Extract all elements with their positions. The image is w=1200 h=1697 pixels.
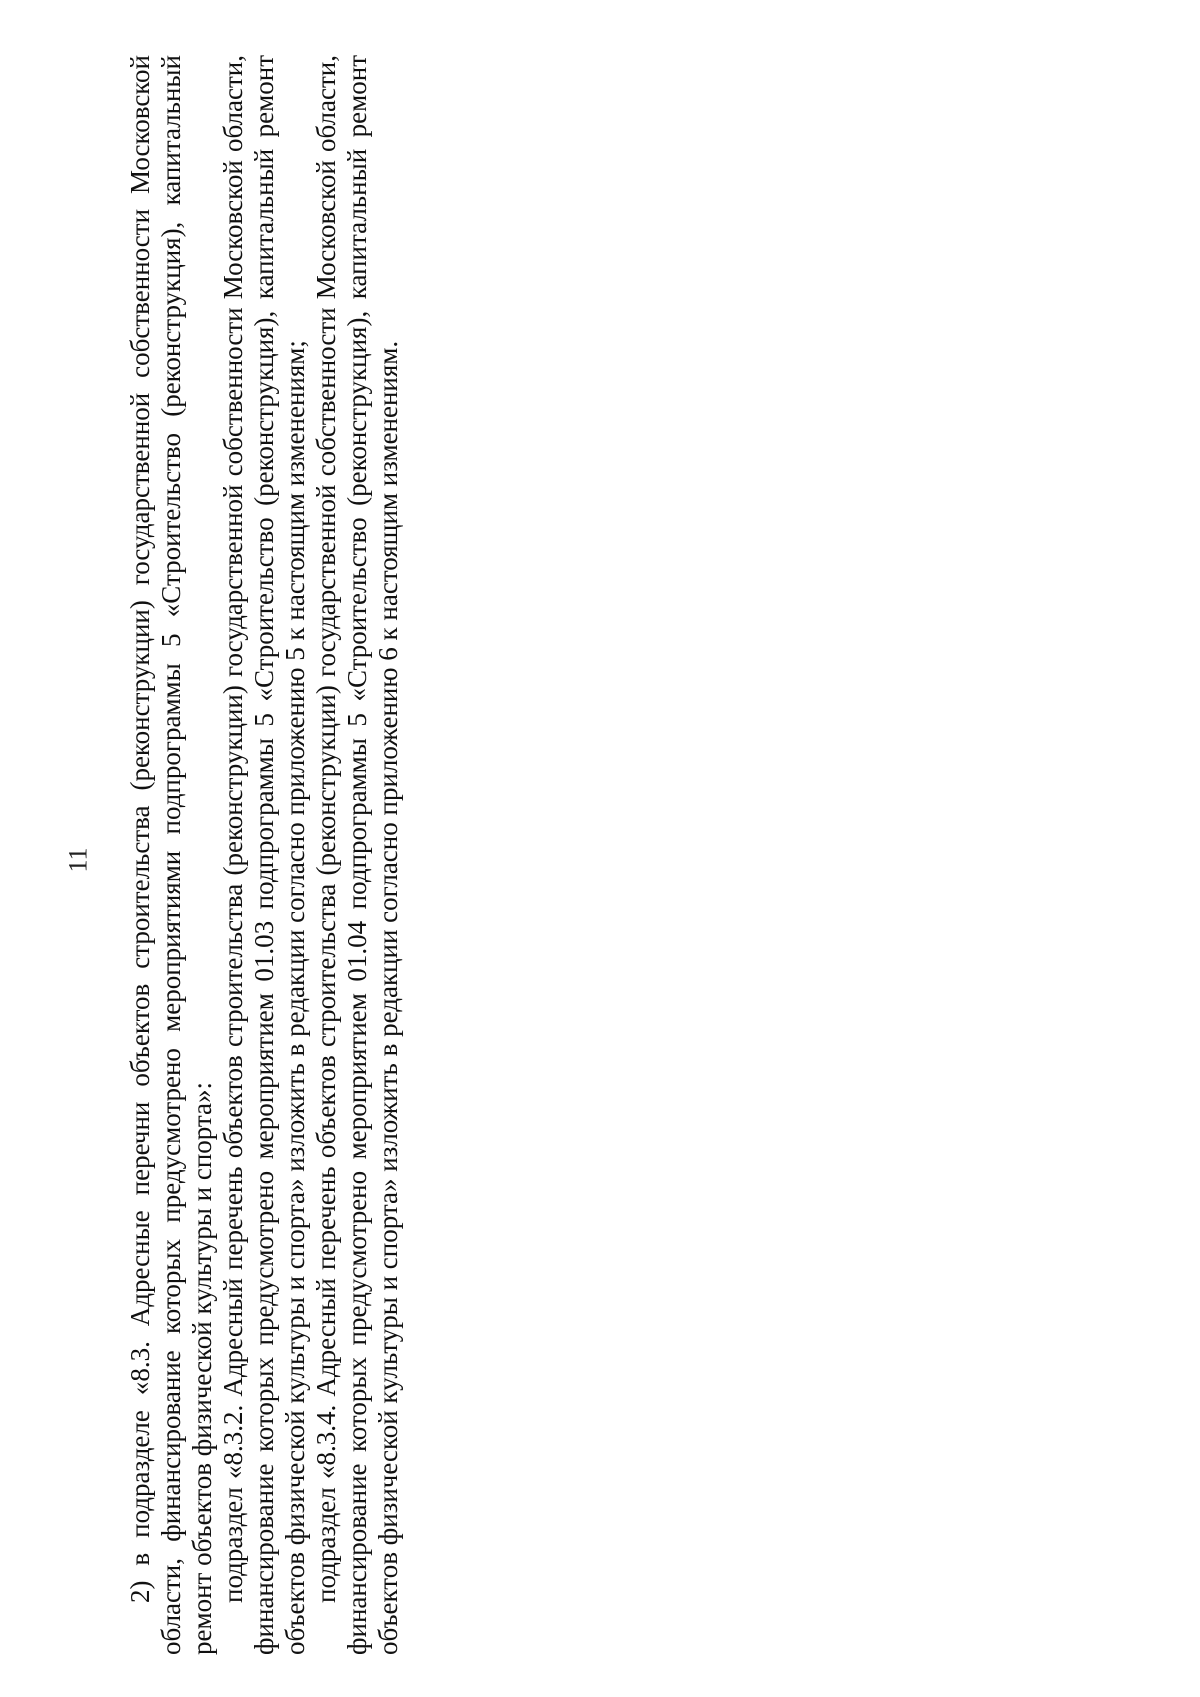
document-body (125, 55, 455, 1655)
page-number: 11 (63, 847, 93, 873)
paragraph-subsection-8-3-4: подраздел «8.3.4. Адресный перечень объектов строительства (реконструкции) государственной собственности Московской области, финансирование которых предусмотрено мероприятием 01.04 подпрограммы 5 «Строительство (реконструкция), капитальный ремонт объектов физической культуры и спорта» изложить в редакции согласно приложению 6 к настоящим изменениям. (311, 55, 403, 1655)
paragraph-subsection-8-3: 2) в подразделе «8.3. Адресные перечни объектов строительства (реконструкции) государственной собственности Московской области, финансирование которых предусмотрено мероприятиями подпрограммы 5 «Строительство (реконструкция), капитальный ремонт объектов физической культуры и спорта»: (125, 55, 217, 1655)
paragraph-subsection-8-3-2: подраздел «8.3.2. Адресный перечень объектов строительства (реконструкции) государственной собственности Московской области, финансирование которых предусмотрено мероприятием 01.03 подпрограммы 5 «Строительство (реконструкция), капитальный ремонт объектов физической культуры и спорта» изложить в редакции согласно приложению 5 к настоящим изменениям; (218, 55, 310, 1655)
